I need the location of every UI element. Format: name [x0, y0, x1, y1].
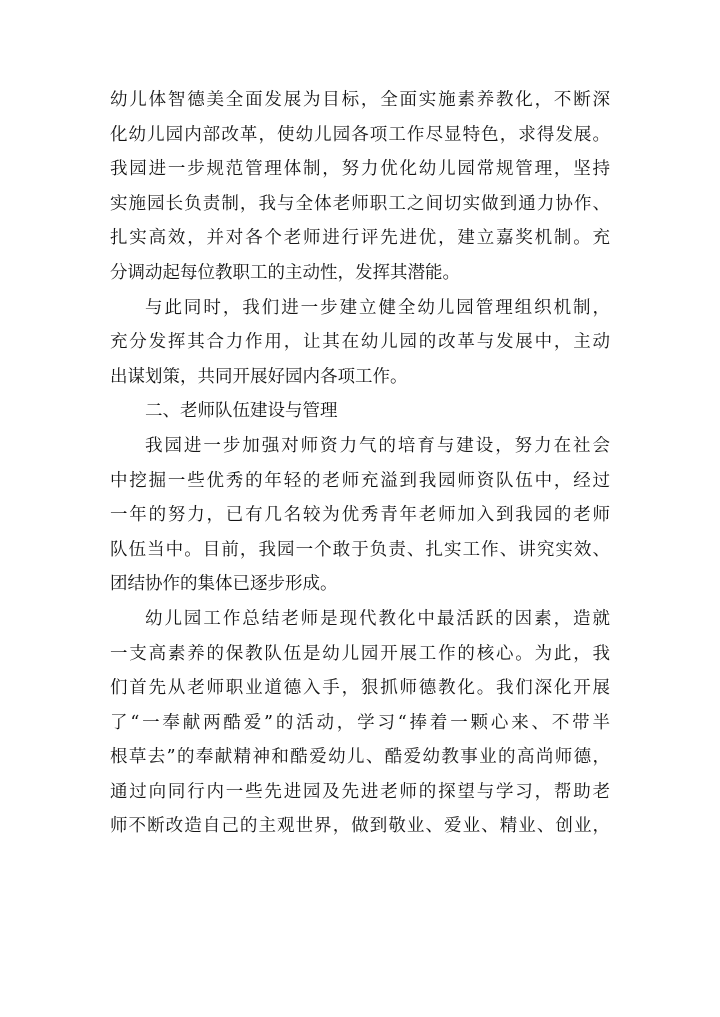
- text-line: [110, 83, 610, 118]
- text-line: [110, 256, 610, 291]
- text-line-content: 化幼儿园内部改革，使幼儿园各项工作尽显特色，求得发展。: [110, 124, 610, 145]
- text-line: [110, 533, 610, 568]
- text-line-content: 幼儿园工作总结老师是现代教化中最活跃的因素，造就: [145, 608, 610, 629]
- text-line: [110, 498, 610, 533]
- text-line: [110, 809, 610, 844]
- text-line-content: 我园进一步加强对师资力气的培育与建设，努力在社会: [145, 435, 610, 456]
- text-line-content: 们首先从老师职业道德入手，狠抓师德教化。我们深化开展: [110, 678, 610, 699]
- text-line-content: 团结协作的集体已逐步形成。: [110, 574, 338, 595]
- text-line-content: 充分发挥其合力作用，让其在幼儿园的改革与发展中，主动: [110, 332, 610, 353]
- text-line: [110, 671, 610, 706]
- text-line: [110, 187, 610, 222]
- text-line-content: 幼儿体智德美全面发展为目标，全面实施素养教化，不断深: [110, 90, 610, 110]
- text-line-content: 一支高素养的保教队伍是幼儿园开展工作的核心。为此，我: [110, 643, 610, 664]
- text-line: [110, 775, 610, 810]
- text-line: [110, 325, 610, 360]
- text-line-content: 实施园长负责制，我与全体老师职工之间切实做到通力协作、: [110, 193, 610, 214]
- text-line-content: 通过向同行内一些先进园及先进老师的探望与学习，帮助老: [110, 781, 610, 802]
- text-line: [110, 152, 610, 187]
- text-line: [110, 360, 610, 395]
- text-line: [110, 637, 610, 672]
- text-line-content: 我园进一步规范管理体制，努力优化幼儿园常规管理，坚持: [110, 159, 610, 180]
- text-line-content: 扎实高效，并对各个老师进行评先进优，建立嘉奖机制。充: [110, 228, 610, 249]
- text-line-content: 中挖掘一些优秀的年轻的老师充溢到我园师资队伍中，经过: [110, 470, 610, 491]
- text-line: [110, 429, 610, 464]
- text-line-content: 了“一奉献两酷爱”的活动，学习“捧着一颗心来、不带半: [110, 712, 610, 733]
- text-line-content: 根草去”的奉献精神和酷爱幼儿、酷爱幼教事业的高尚师德，: [110, 747, 610, 768]
- text-line-content: 与此同时，我们进一步建立健全幼儿园管理组织机制，: [145, 297, 610, 318]
- text-line-content: 队伍当中。目前，我园一个敢于负责、扎实工作、讲究实效、: [110, 539, 610, 560]
- text-line: [110, 464, 610, 499]
- text-line: [110, 740, 610, 775]
- section-heading-text: 二、老师队伍建设与管理: [145, 401, 338, 422]
- text-line: [110, 118, 610, 153]
- text-line-content: 出谋划策，共同开展好园内各项工作。: [110, 366, 408, 387]
- text-line: [110, 567, 610, 602]
- text-line-content: 一年的努力，已有几名较为优秀青年老师加入到我园的老师: [110, 505, 610, 526]
- text-line-content: 师不断改造自己的主观世界，做到敬业、爱业、精业、创业，: [110, 816, 610, 837]
- section-heading: [110, 394, 610, 429]
- document-body: [110, 83, 610, 844]
- text-line: [110, 602, 610, 637]
- text-line: [110, 706, 610, 741]
- text-line-content: 分调动起每位教职工的主动性，发挥其潜能。: [110, 262, 460, 283]
- text-line: [110, 221, 610, 256]
- text-line: [110, 291, 610, 326]
